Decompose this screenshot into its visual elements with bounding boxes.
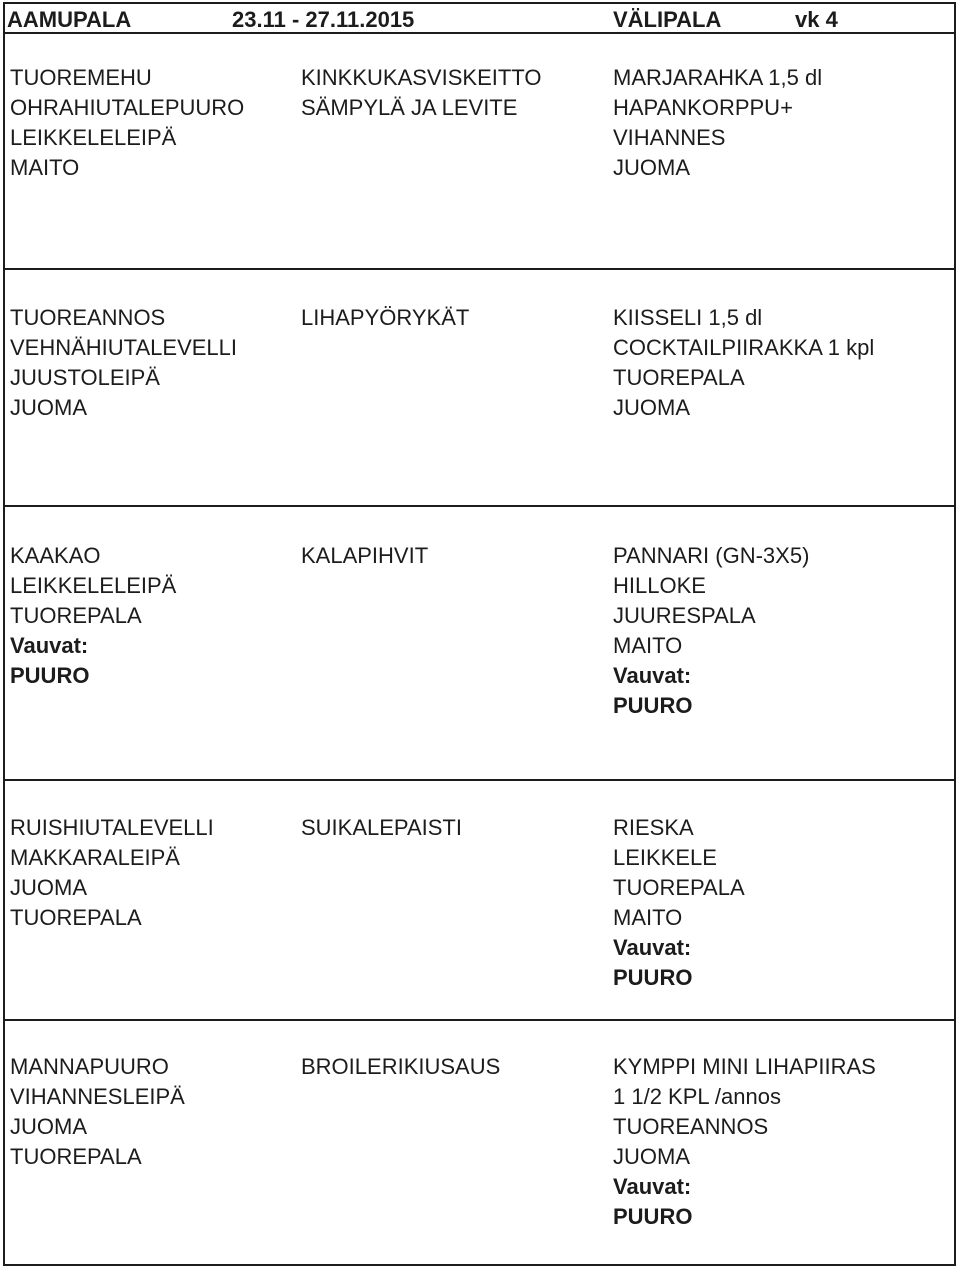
breakfast-cell [10,541,176,691]
lunch-cell [301,1052,500,1082]
baby-meal: PUURO [613,693,693,718]
menu-line: JUOMA [613,1144,690,1169]
menu-line: TUOREANNOS [10,305,166,330]
menu-line: JUOMA [10,395,87,420]
menu-line: PANNARI (GN-3X5) [613,543,810,568]
baby-label: Vauvat: [613,935,692,960]
menu-line: RIESKA [613,815,694,840]
menu-line: TUOREPALA [10,603,142,628]
day-row-4 [5,781,954,1021]
menu-line: HILLOKE [613,573,706,598]
menu-line: JUOMA [10,1114,87,1139]
header-bar [3,2,956,34]
menu-line: BROILERIKIUSAUS [301,1054,501,1079]
menu-line: OHRAHIUTALEPUURO [10,95,245,120]
header-breakfast: AAMUPALA [7,7,132,32]
menu-line: JUOMA [613,155,690,180]
breakfast-cell [10,1052,185,1172]
lunch-cell [301,63,541,123]
menu-line: TUOREPALA [613,365,745,390]
menu-line: SUIKALEPAISTI [301,815,462,840]
menu-line: KALAPIHVIT [301,543,429,568]
breakfast-cell [10,303,237,423]
menu-line: JUOMA [613,395,690,420]
menu-line: 1 1/2 KPL /annos [613,1084,781,1109]
day-row-2 [5,270,954,507]
menu-line: HAPANKORPPU+ [613,95,793,120]
menu-line: KAAKAO [10,543,101,568]
menu-line: MARJARAHKA 1,5 dl [613,65,823,90]
menu-line: LIHAPYÖRYKÄT [301,305,470,330]
baby-meal: PUURO [10,663,90,688]
menu-line: TUOREPALA [10,905,142,930]
menu-line: TUOREPALA [613,875,745,900]
snack-cell [613,541,809,721]
snack-cell [613,63,822,183]
menu-line: MAITO [613,633,683,658]
header-week: vk 4 [795,7,838,32]
menu-line: JUOMA [10,875,87,900]
baby-meal: PUURO [613,1204,693,1229]
menu-line: KINKKUKASVISKEITTO [301,65,542,90]
menu-line: VIHANNESLEIPÄ [10,1084,185,1109]
menu-line: JUURESPALA [613,603,756,628]
menu-line: KYMPPI MINI LIHAPIIRAS [613,1054,876,1079]
menu-line: TUOREPALA [10,1144,142,1169]
baby-label: Vauvat: [613,1174,692,1199]
menu-line: JUUSTOLEIPÄ [10,365,160,390]
menu-line: RUISHIUTALEVELLI [10,815,214,840]
header-date-range: 23.11 - 27.11.2015 [232,7,415,32]
day-row-1 [5,32,954,270]
baby-label: Vauvat: [613,663,692,688]
menu-grid [3,32,956,1266]
lunch-cell [301,813,462,843]
menu-line: TUOREANNOS [613,1114,769,1139]
menu-line: VIHANNES [613,125,726,150]
menu-line: MAITO [10,155,80,180]
day-row-5 [5,1021,954,1264]
menu-line: LEIKKELELEIPÄ [10,125,177,150]
menu-line: KIISSELI 1,5 dl [613,305,763,330]
menu-line: COCKTAILPIIRAKKA 1 kpl [613,335,875,360]
snack-cell [613,1052,876,1232]
menu-line: MAITO [613,905,683,930]
baby-meal: PUURO [613,965,693,990]
baby-label: Vauvat: [10,633,89,658]
menu-line: VEHNÄHIUTALEVELLI [10,335,238,360]
menu-line: TUOREMEHU [10,65,152,90]
menu-line: LEIKKELELEIPÄ [10,573,177,598]
day-row-3 [5,507,954,781]
menu-line: MAKKARALEIPÄ [10,845,180,870]
lunch-cell [301,303,469,333]
menu-line: MANNAPUURO [10,1054,169,1079]
breakfast-cell [10,813,214,933]
snack-cell [613,303,874,423]
menu-line: LEIKKELE [613,845,717,870]
snack-cell [613,813,745,993]
lunch-cell [301,541,428,571]
breakfast-cell [10,63,244,183]
header-snack: VÄLIPALA [613,7,722,32]
menu-line: SÄMPYLÄ JA LEVITE [301,95,518,120]
